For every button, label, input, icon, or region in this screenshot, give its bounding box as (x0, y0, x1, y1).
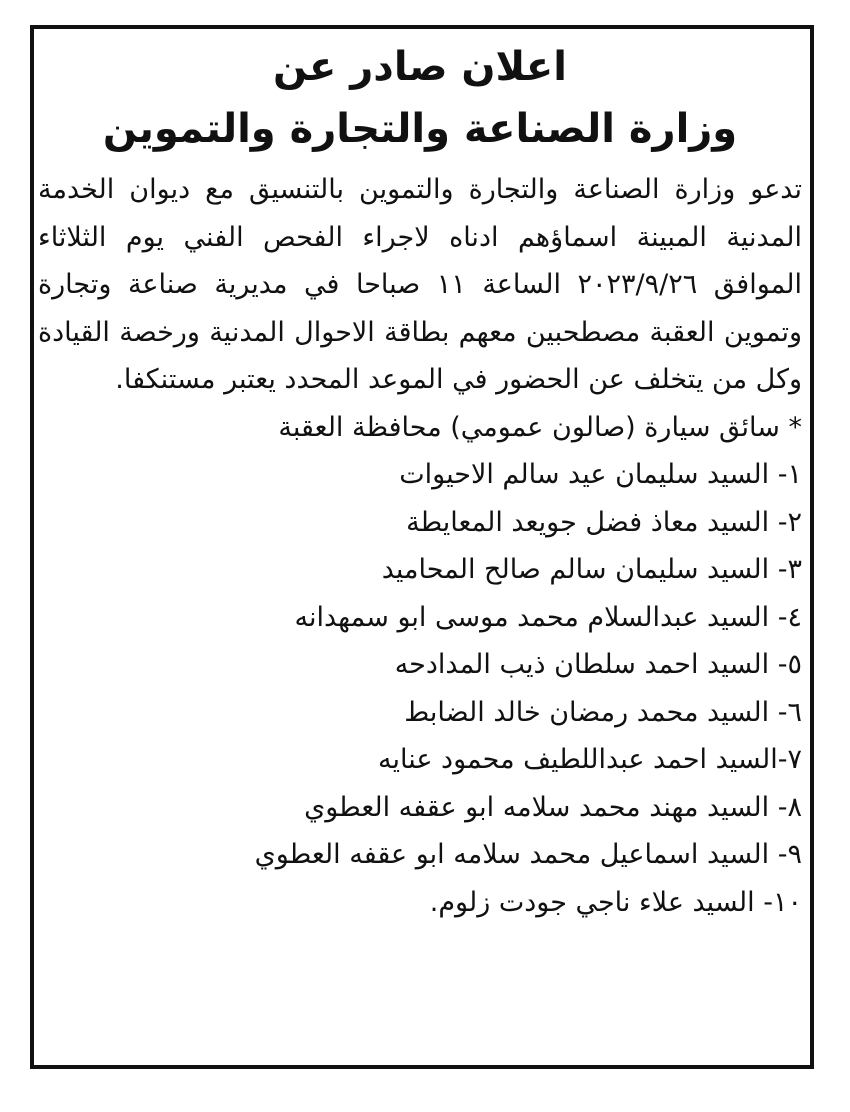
list-item: ١٠- السيد علاء ناجي جودت زلوم. (429, 886, 802, 918)
title-line-2: وزارة الصناعة والتجارة والتموين (102, 106, 738, 152)
list-item: ٤- السيد عبدالسلام محمد موسى ابو سمهدانه (294, 601, 802, 633)
announcement-body: تدعو وزارة الصناعة والتجارة والتموين بالتنسيق مع ديوان الخدمة المدنية المبينة اسماؤهم ادناه لاجراء الفحص الفني يوم الثلاثاء الموافق ٢٠٢٣/٩/٢٦ الساعة ١١ صباحا في مديرية صناعة وتجارة وتموين العقبة مصطحبين معهم بطاقة الاحوال المدنية ورخصة القيادة وكل من يتخلف عن الحضور في الموعد المحدد يعتبر مستنكفا. (38, 174, 803, 395)
list-item: ١- السيد سليمان عيد سالم الاحيوات (399, 459, 802, 490)
job-category: * سائق سيارة (صالون عمومي) محافظة العقبة (278, 411, 802, 443)
list-item: ٧-السيد احمد عبداللطيف محمود عنايه (378, 744, 802, 775)
list-item: ٣- السيد سليمان سالم صالح المحاميد (381, 554, 802, 585)
names-list (38, 451, 802, 926)
list-item: ٥- السيد احمد سلطان ذيب المدادحه (394, 649, 802, 680)
list-item: ٩- السيد اسماعيل محمد سلامه ابو عقفه العطوي (254, 839, 802, 870)
announcement-content (38, 36, 802, 926)
list-item: ٦- السيد محمد رمضان خالد الضابط (404, 696, 802, 728)
list-item: ٢- السيد معاذ فضل جويعد المعايطة (406, 506, 802, 538)
list-item: ٨- السيد مهند محمد سلامه ابو عقفه العطوي (304, 791, 802, 823)
title-line-1: اعلان صادر عن (273, 44, 567, 90)
